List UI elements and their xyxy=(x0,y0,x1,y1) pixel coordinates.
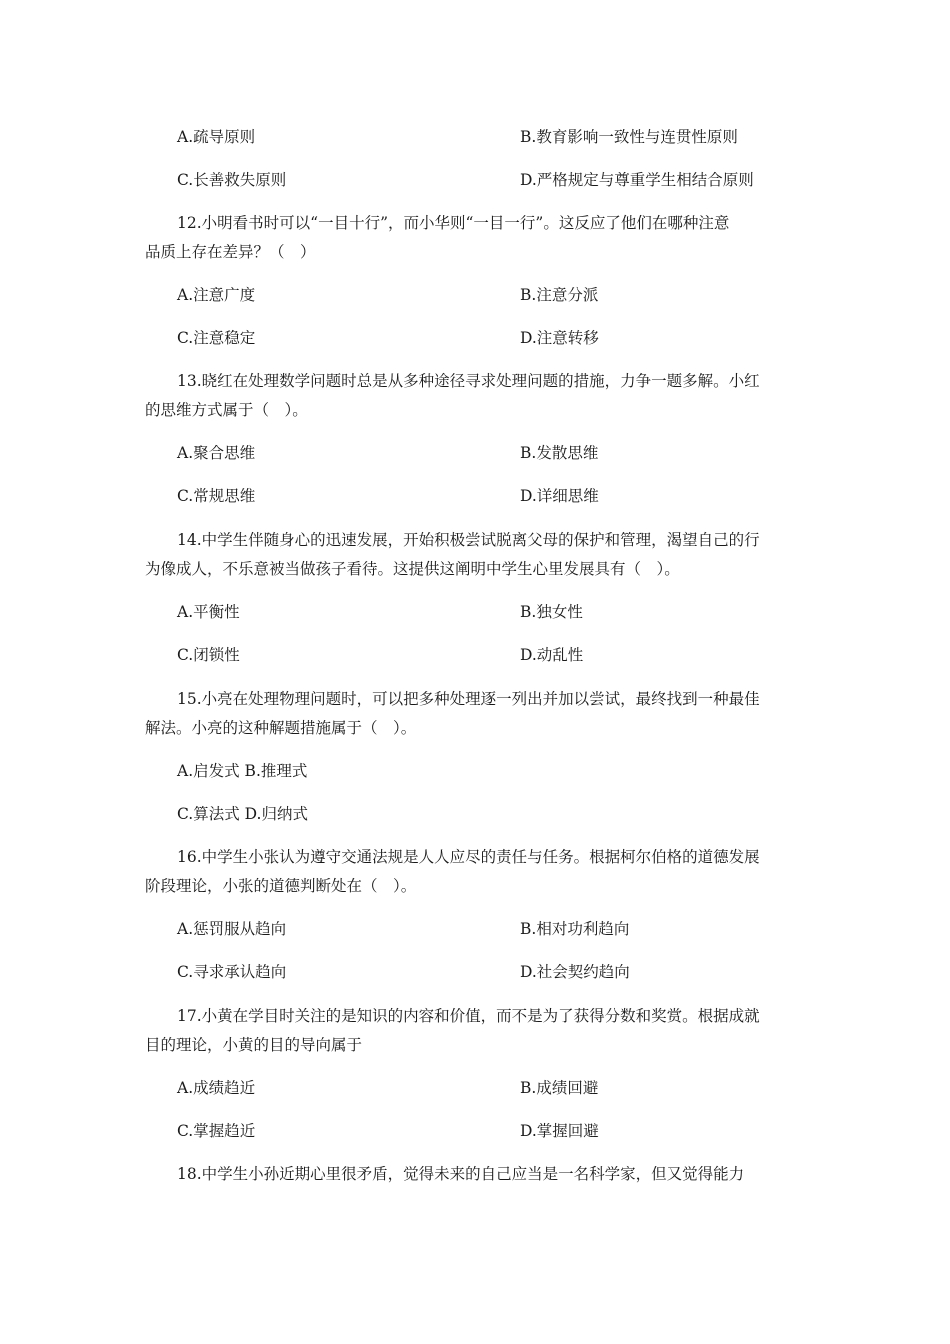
q14-stem-line-1: 14.中学生伴随身心的迅速发展，开始积极尝试脱离父母的保护和管理，渴望自己的行 xyxy=(177,531,760,549)
q17-option-a: A.成绩趋近 xyxy=(177,1079,256,1097)
q12-option-a: A.注意广度 xyxy=(177,286,256,304)
q16-option-d: D.社会契约趋向 xyxy=(520,963,630,981)
q17-option-d: D.掌握回避 xyxy=(520,1122,599,1140)
q14-stem-line-2: 为像成人，不乐意被当做孩子看待。这提供这阐明中学生心里发展具有（ ）。 xyxy=(145,560,680,578)
q12-option-b: B.注意分派 xyxy=(520,286,599,304)
q12-stem-line-2: 品质上存在差异？（ ） xyxy=(145,243,316,261)
q15-stem-line-1: 15.小亮在处理物理问题时，可以把多种处理逐一列出并加以尝试，最终找到一种最佳 xyxy=(177,690,760,708)
q12-option-d: D.注意转移 xyxy=(520,329,599,347)
q14-option-b: B.独女性 xyxy=(520,603,583,621)
q11-option-d: D.严格规定与尊重学生相结合原则 xyxy=(520,171,754,189)
q13-stem-line-2: 的思维方式属于（ ）。 xyxy=(145,401,308,419)
q16-option-a: A.惩罚服从趋向 xyxy=(177,920,287,938)
q15-options-line-2: C.算法式 D.归纳式 xyxy=(177,805,308,823)
q16-stem-line-2: 阶段理论，小张的道德判断处在（ ）。 xyxy=(145,877,417,895)
q18-stem-line-1: 18.中学生小孙近期心里很矛盾，觉得未来的自己应当是一名科学家，但又觉得能力 xyxy=(177,1165,745,1183)
q15-stem-line-2: 解法。小亮的这种解题措施属于（ ）。 xyxy=(145,719,417,737)
q17-stem-line-1: 17.小黄在学目时关注的是知识的内容和价值，而不是为了获得分数和奖赏。根据成就 xyxy=(177,1007,760,1025)
q12-option-c: C.注意稳定 xyxy=(177,329,256,347)
q14-option-c: C.闭锁性 xyxy=(177,646,240,664)
q12-stem-line-1: 12.小明看书时可以“一目十行”，而小华则“一目一行”。这反应了他们在哪种注意 xyxy=(177,214,730,232)
q13-option-a: A.聚合思维 xyxy=(177,444,256,462)
q17-option-c: C.掌握趋近 xyxy=(177,1122,256,1140)
q15-options-line-1: A.启发式 B.推理式 xyxy=(177,762,308,780)
q13-option-c: C.常规思维 xyxy=(177,487,256,505)
q11-option-a: A.疏导原则 xyxy=(177,128,256,146)
q13-option-d: D.详细思维 xyxy=(520,487,599,505)
q16-stem-line-1: 16.中学生小张认为遵守交通法规是人人应尽的责任与任务。根据柯尔伯格的道德发展 xyxy=(177,848,760,866)
q16-option-b: B.相对功利趋向 xyxy=(520,920,630,938)
q17-option-b: B.成绩回避 xyxy=(520,1079,599,1097)
q11-option-c: C.长善救失原则 xyxy=(177,171,287,189)
q14-option-a: A.平衡性 xyxy=(177,603,240,621)
q13-option-b: B.发散思维 xyxy=(520,444,599,462)
q16-option-c: C.寻求承认趋向 xyxy=(177,963,287,981)
q14-option-d: D.动乱性 xyxy=(520,646,584,664)
q11-option-b: B.教育影响一致性与连贯性原则 xyxy=(520,128,738,146)
q17-stem-line-2: 目的理论，小黄的目的导向属于 xyxy=(145,1036,363,1054)
q13-stem-line-1: 13.晓红在处理数学问题时总是从多种途径寻求处理问题的措施，力争一题多解。小红 xyxy=(177,372,760,390)
